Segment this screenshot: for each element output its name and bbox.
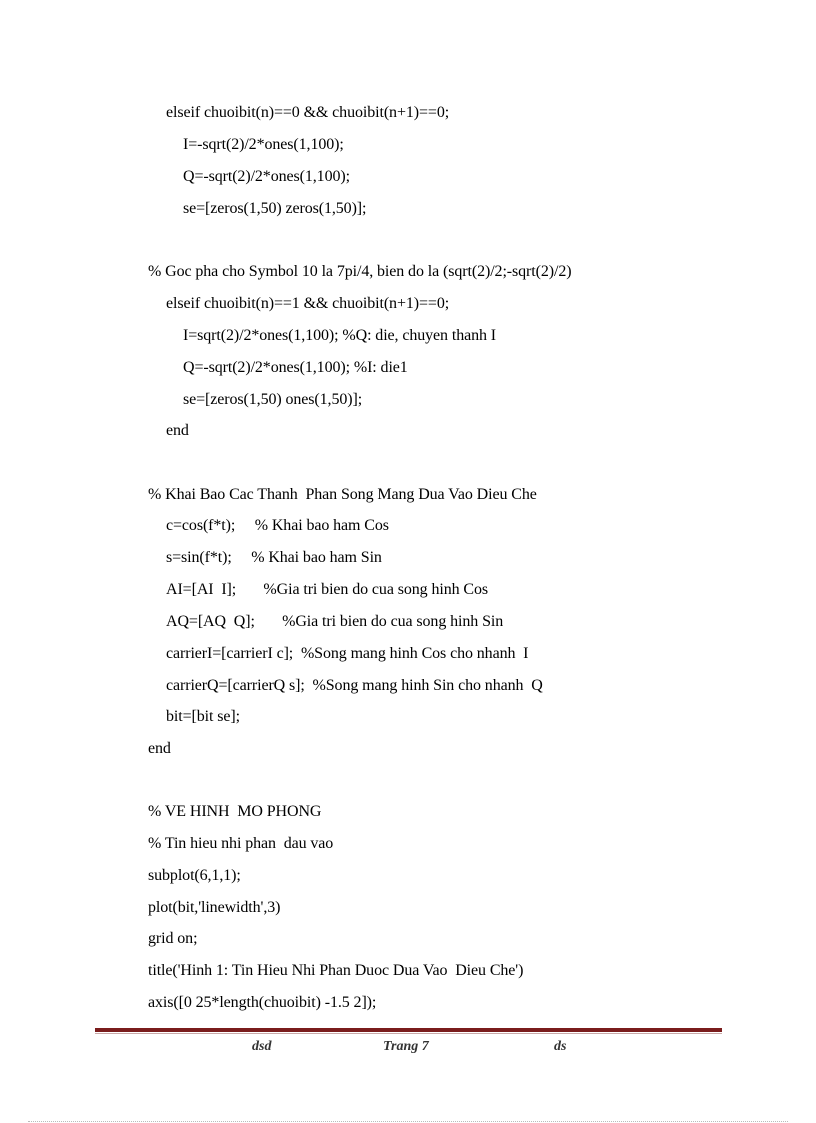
code-comment: % Tin hieu nhi phan dau vao [148,835,334,852]
code-line: grid on; [148,930,198,947]
code-line: elseif chuoibit(n)==0 && chuoibit(n+1)==0; [166,104,450,121]
code-line: AI=[AI I]; %Gia tri bien do cua song hinh Cos [166,581,488,598]
code-line: I=sqrt(2)/2*ones(1,100); %Q: die, chuyen thanh I [183,327,497,344]
code-line: subplot(6,1,1); [148,867,241,884]
code-comment: % Goc pha cho Symbol 10 la 7pi/4, bien do la (sqrt(2)/2;-sqrt(2)/2) [148,263,572,280]
code-line: plot(bit,'linewidth',3) [148,899,281,916]
code-line: axis([0 25*length(chuoibit) -1.5 2]); [148,994,377,1011]
code-line: end [166,422,189,439]
code-line: s=sin(f*t); % Khai bao ham Sin [166,549,382,566]
footer-right: ds [554,1039,567,1054]
code-line: se=[zeros(1,50) zeros(1,50)]; [183,200,367,217]
code-line: Q=-sqrt(2)/2*ones(1,100); [183,168,350,185]
code-line: I=-sqrt(2)/2*ones(1,100); [183,136,344,153]
code-line: title('Hinh 1: Tin Hieu Nhi Phan Duoc Dua Vao Dieu Che') [148,962,524,979]
code-line: elseif chuoibit(n)==1 && chuoibit(n+1)==0; [166,295,450,312]
code-line: carrierQ=[carrierQ s]; %Song mang hinh Sin cho nhanh Q [166,677,543,694]
footer-rule-thick [95,1028,722,1032]
footer-page-number: Trang 7 [383,1039,429,1054]
footer-rule-thin [95,1033,722,1034]
page-bottom-edge [28,1121,788,1122]
code-line: carrierI=[carrierI c]; %Song mang hinh Cos cho nhanh I [166,645,529,662]
footer-left: dsd [252,1039,272,1054]
code-comment: % Khai Bao Cac Thanh Phan Song Mang Dua Vao Dieu Che [148,486,537,503]
code-comment: % VE HINH MO PHONG [148,803,322,820]
code-line: AQ=[AQ Q]; %Gia tri bien do cua song hinh Sin [166,613,504,630]
code-line: c=cos(f*t); % Khai bao ham Cos [166,517,389,534]
code-line: se=[zeros(1,50) ones(1,50)]; [183,391,363,408]
code-line: bit=[bit se]; [166,708,240,725]
code-line: end [148,740,171,757]
code-line: Q=-sqrt(2)/2*ones(1,100); %I: die1 [183,359,408,376]
